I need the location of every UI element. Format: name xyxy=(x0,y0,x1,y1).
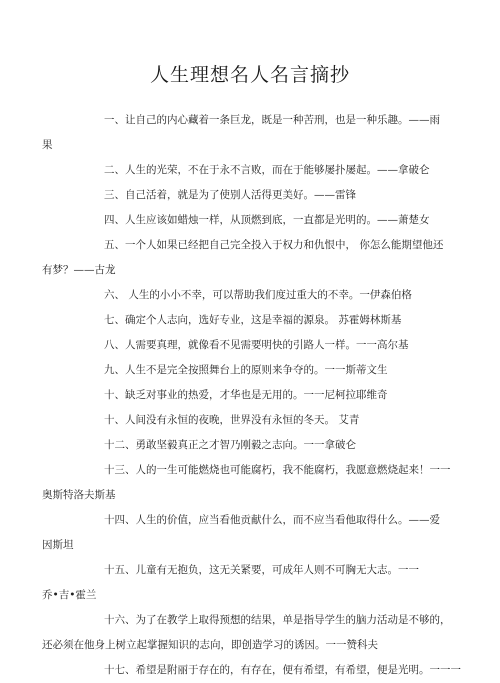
quote-line: 有梦？——古龙 xyxy=(42,264,116,276)
quote-line: 十五、儿童有无抱负，这无关紧要，可成年人则不可胸无大志。一一 xyxy=(104,564,419,576)
quote-line: 二、人生的光荣，不在于永不言败，而在于能够屡扑屡起。——拿破仑 xyxy=(104,164,430,176)
quote-line: 因斯坦 xyxy=(42,539,74,551)
quote-line: 奥斯特洛夫斯基 xyxy=(42,489,116,501)
quote-line: 十二、勇敢坚毅真正之才智乃刚毅之志向。一一拿破仑 xyxy=(104,439,356,451)
quote-line: 十六、为了在教学上取得预想的结果，单是指导学生的脑力活动是不够的， xyxy=(104,614,451,626)
quote-line: 乔•吉•霍兰 xyxy=(42,589,97,601)
page-title: 人生理想名人名言摘抄 xyxy=(149,64,350,86)
quote-line: 八、人需要真理，就像看不见需要明快的引路人一样。一一高尔基 xyxy=(104,339,409,351)
quote-line: 十、缺乏对事业的热爱，才华也是无用的。一一尼柯拉耶维奇 xyxy=(104,389,388,401)
quote-line: 还必须在他身上树立起掌握知识的志向，即创造学习的诱因。一一赞科夫 xyxy=(42,639,378,651)
quote-line: 五、一个人如果已经把自己完全投入于权力和仇恨中， 你怎么能期望他还 xyxy=(104,239,444,251)
quote-line: 九、人生不是完全按照舞台上的原则来争夺的。一一斯蒂文生 xyxy=(104,364,388,376)
quote-line: 七、确定个人志向，选好专业，这是幸福的源泉。 苏霍姆林斯基 xyxy=(104,314,402,326)
quote-line: 十三、人的一生可能燃烧也可能腐朽，我不能腐朽，我愿意燃烧起来！一一 xyxy=(104,464,451,476)
quote-line: 十七、希望是附丽于存在的，有存在，便有希望，有希望，便是光明。一一一 xyxy=(104,664,461,676)
quote-line: 一、让自己的内心藏着一条巨龙，既是一种苦刑，也是一种乐趣。——雨 xyxy=(104,114,440,126)
quote-line: 十、人间没有永恒的夜晚，世界没有永恒的冬天。 艾青 xyxy=(104,414,360,426)
quote-line: 果 xyxy=(42,139,53,151)
quote-line: 十四、人生的价值，应当看他贡献什么，而不应当看他取得什么。——爱 xyxy=(104,514,440,526)
quote-line: 六、 人生的小小不幸，可以帮助我们度过重大的不幸。一伊森伯格 xyxy=(104,289,412,301)
quote-line: 四、人生应该如蜡烛一样，从顶燃到底，一直都是光明的。——萧楚女 xyxy=(104,214,430,226)
quote-list xyxy=(42,108,461,683)
quote-line: 三、自己活着，就是为了使别人活得更美好。——雷锋 xyxy=(104,189,356,201)
